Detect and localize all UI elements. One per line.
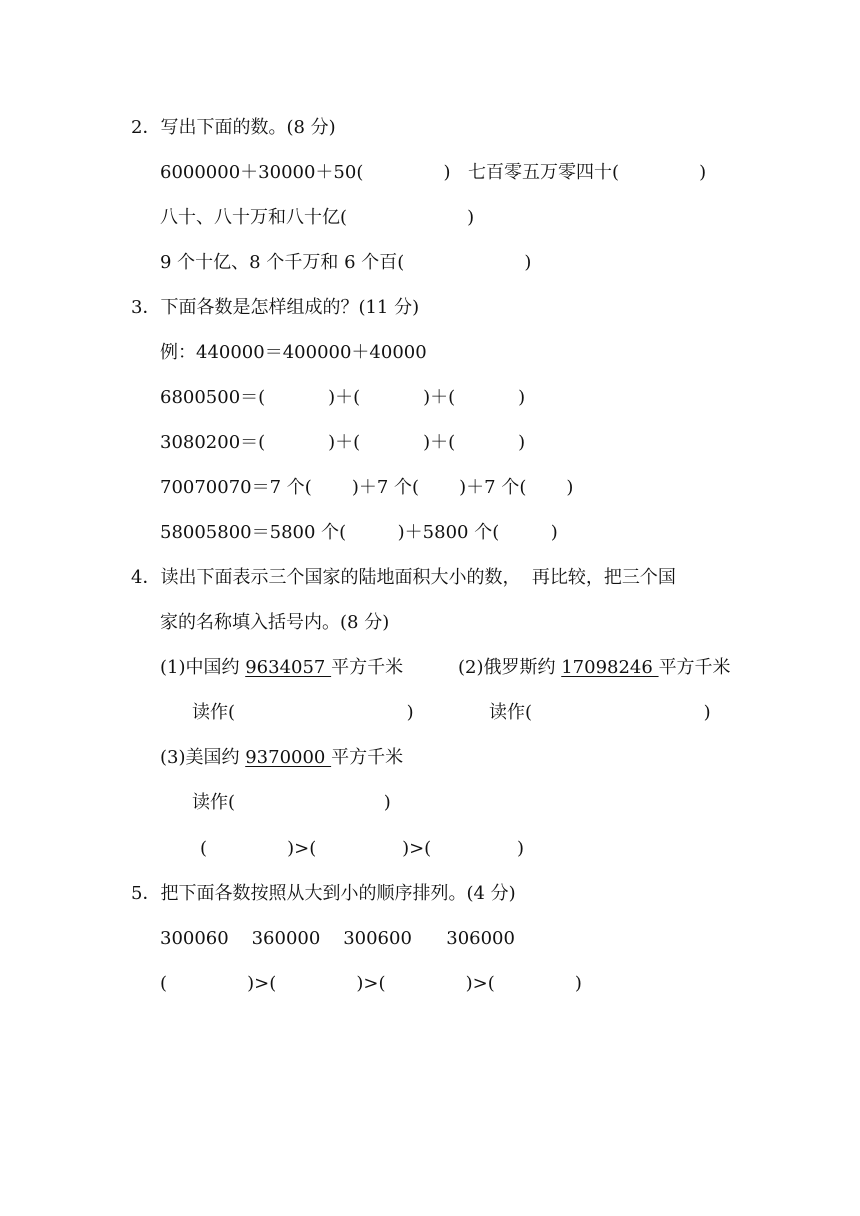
q4-country1-unit: 平方千米 [331,657,404,678]
q3-row2: 3080200＝( )＋( )＋( ) [160,432,526,453]
q4-country3 [160,746,403,770]
q3-row1: 6800500＝( )＋( )＋( ) [160,387,526,408]
q5-title: 5．把下面各数按照从大到小的顺序排列。(4 分) [131,883,516,904]
q4-compare: ( )>( )>( ) [200,838,525,859]
q4-title-line1: 4．读出下面表示三个国家的陆地面积大小的数， 再比较，把三个国 [131,567,676,588]
q4-country2-unit: 平方千米 [658,657,731,678]
q3-example: 例：440000＝400000＋40000 [160,342,427,363]
q4-title-line2: 家的名称填入括号内。(8 分) [160,612,390,633]
q3-row3: 70070070＝7 个( )＋7 个( )＋7 个( ) [160,477,574,498]
q4-country2-prefix: (2)俄罗斯约 [458,657,562,678]
q4-country3-prefix: (3)美国约 [160,747,246,768]
q4-read2: 读作( ) [489,702,711,723]
q4-country3-unit: 平方千米 [331,747,404,768]
q3-title: 3．下面各数是怎样组成的？(11 分) [131,297,420,318]
q5-numbers: 300060 360000 300600 306000 [160,928,515,949]
q2-line3: 9 个十亿、8 个千万和 6 个百( ) [160,252,532,273]
q5-order: ( )>( )>( )>( ) [160,973,582,994]
q2-line1b: 七百零五万零四十( ) [468,162,707,183]
q4-read1: 读作( ) [192,702,414,723]
q4-country2-area: 17098246 [561,657,659,678]
q4-country1-area: 9634057 [245,657,332,678]
q4-country3-area: 9370000 [245,747,332,768]
q4-read3: 读作( ) [192,792,391,813]
q2-line1a: 6000000＋30000＋50( ) [160,162,451,183]
q4-country2 [458,656,731,680]
q3-row4: 58005800＝5800 个( )＋5800 个( ) [160,522,558,543]
q4-country1-prefix: (1)中国约 [160,657,246,678]
q2-title: 2．写出下面的数。(8 分) [131,117,336,138]
q4-country1 [160,656,403,680]
q2-line2: 八十、八十万和八十亿( ) [160,207,475,228]
